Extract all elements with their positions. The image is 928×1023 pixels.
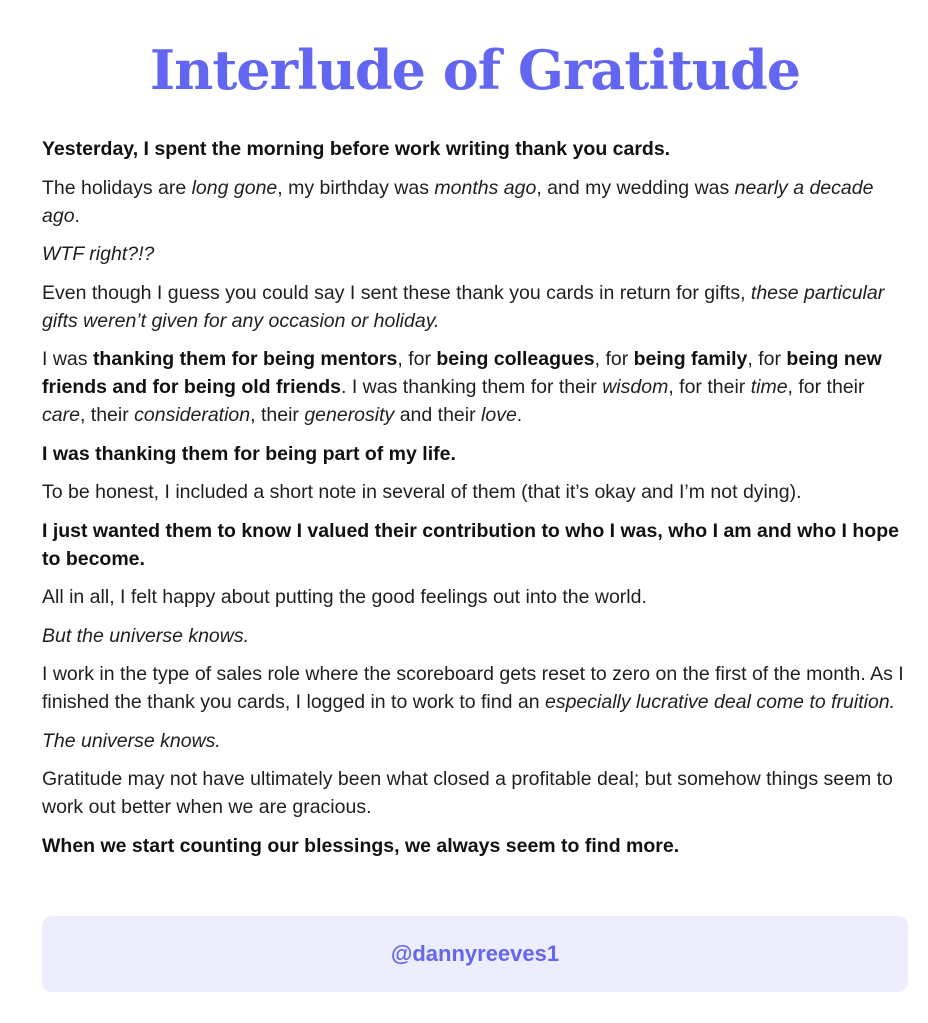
author-footer: [42, 916, 908, 992]
paragraph-13: Gratitude may not have ultimately been what closed a profitable deal; but somehow things seem to work out better when we are gracious.: [42, 768, 893, 818]
italic-run: time: [750, 376, 788, 398]
italic-run: wisdom: [602, 376, 669, 398]
paragraph-7: To be honest, I included a short note in several of them (that it’s okay and I’m not dying).: [42, 481, 802, 503]
text-run: , and my wedding was: [536, 176, 735, 199]
italic-run: generosity: [304, 404, 395, 426]
article-body: [42, 135, 908, 860]
text-run: and their: [394, 404, 482, 426]
text-run: , for: [397, 348, 437, 370]
text-run: .: [516, 404, 523, 426]
bold-run: thanking them for being mentors: [92, 348, 398, 370]
text-run: , their: [250, 404, 305, 426]
text-run: .: [74, 204, 80, 227]
paragraph-3: WTF right?!?: [42, 243, 155, 265]
italic-run: long gone: [191, 176, 278, 199]
text-run: The holidays are: [42, 176, 192, 199]
italic-run: love: [481, 404, 517, 426]
paragraph-11: [42, 660, 908, 716]
bold-run: being new friends and for being old friends: [42, 348, 882, 398]
paragraph-5: [42, 345, 908, 429]
text-run: , my birthday was: [277, 176, 435, 199]
text-run: , for: [747, 348, 787, 370]
italic-run: consideration: [134, 404, 251, 426]
paragraph-2: [42, 174, 908, 230]
italic-run: nearly a decade ago: [42, 176, 874, 227]
text-run: Even though I guess you could say I sent these thank you cards in return for gifts,: [42, 281, 751, 304]
paragraph-6: I was thanking them for being part of my life.: [42, 442, 456, 465]
text-run: . I was thanking them for their: [341, 376, 603, 398]
italic-run: these particular gifts weren’t given for any occasion or holiday.: [42, 281, 885, 332]
author-handle-link[interactable]: @dannyreeves1: [390, 941, 560, 966]
page-title: Interlude of Gratitude: [149, 38, 801, 102]
text-run: I work in the type of sales role where the scoreboard gets reset to zero on the first of the month. As I finished the thank you cards, I logged in to work to find an: [42, 663, 904, 713]
paragraph-1: Yesterday, I spent the morning before work writing thank you cards.: [42, 138, 671, 160]
paragraph-14: When we start counting our blessings, we always seem to find more.: [42, 834, 680, 857]
text-run: , their: [79, 404, 135, 426]
text-run: I was: [42, 348, 93, 370]
paragraph-10: But the universe knows.: [42, 624, 250, 647]
article: [42, 0, 908, 870]
paragraph-8: I just wanted them to know I valued their contribution to who I was, who I am and who I hope to become.: [42, 519, 899, 570]
bold-run: being colleagues: [436, 348, 595, 370]
paragraph-9: All in all, I felt happy about putting the good feelings out into the world.: [42, 586, 647, 608]
text-run: , for their: [668, 376, 751, 398]
paragraph-12: The universe knows.: [42, 729, 221, 752]
italic-run: especially lucrative deal come to fruition.: [544, 691, 896, 713]
text-run: , for: [594, 348, 634, 370]
paragraph-4: [42, 279, 908, 335]
italic-run: months ago: [434, 176, 537, 199]
text-run: , for their: [787, 376, 865, 398]
bold-run: being family: [633, 348, 748, 370]
italic-run: care: [42, 404, 80, 426]
